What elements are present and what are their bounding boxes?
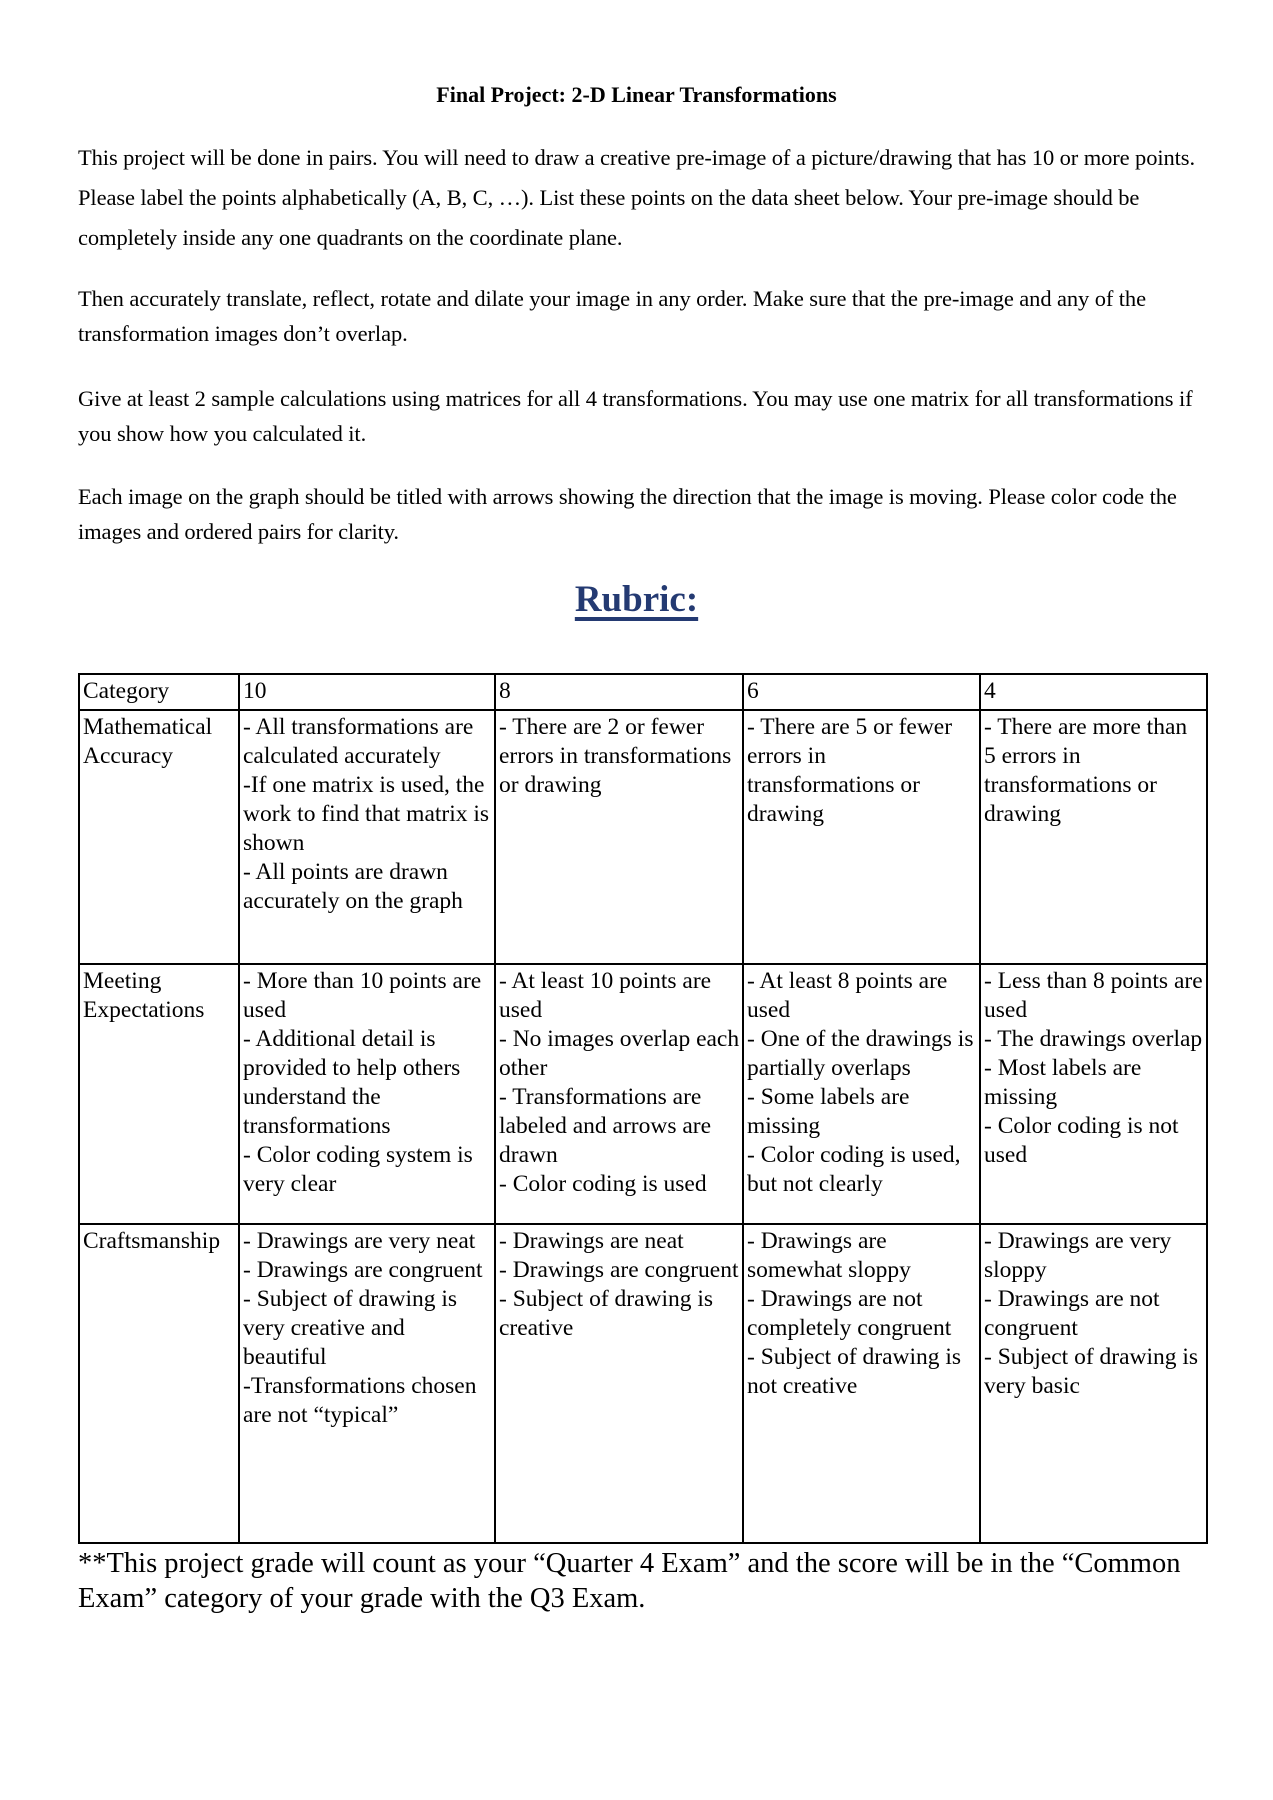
criteria-cell-8 bbox=[495, 964, 743, 1224]
criterion: - Drawings are congruent bbox=[499, 1257, 739, 1283]
header-score-6: 6 bbox=[743, 674, 980, 710]
criterion: - Color coding is not used bbox=[984, 1113, 1179, 1168]
instructions-paragraph-3: Give at least 2 sample calculations using matrices for all 4 transformations. You may use one matrix for all transformations if you show how you calculated it. bbox=[78, 386, 1193, 446]
header-score-8: 8 bbox=[495, 674, 743, 710]
rubric-heading-text: Rubric: bbox=[574, 579, 699, 620]
rubric-row-meeting-expectations bbox=[79, 964, 1207, 1224]
criterion: - Less than 8 points are used bbox=[984, 968, 1203, 1023]
criteria-cell-6 bbox=[743, 964, 980, 1224]
rubric-row-craftsmanship bbox=[79, 1224, 1207, 1543]
criteria-cell-10 bbox=[239, 964, 495, 1224]
criterion: - More than 10 points are used bbox=[243, 968, 482, 1023]
criterion: - At least 8 points are used bbox=[747, 968, 948, 1023]
criterion: - At least 10 points are used bbox=[499, 968, 712, 1023]
header-category: Category bbox=[79, 674, 239, 710]
criterion: - Color coding system is very clear bbox=[243, 1142, 473, 1197]
instructions-paragraph-1: This project will be done in pairs. You will need to draw a creative pre-image of a picture/drawing that has 10 or more points. Please label the points alphabetically (A, B, C, …). List these points on the data sheet below. Your pre-image should be completely inside any one quadrants on the coordinate plane. bbox=[78, 145, 1195, 250]
document-title: Final Project: 2-D Linear Transformations bbox=[436, 82, 837, 107]
criterion: - Color coding is used, but not clearly bbox=[747, 1142, 961, 1197]
criteria-cell-8 bbox=[495, 710, 743, 964]
criterion: - Drawings are very neat bbox=[243, 1228, 476, 1254]
criterion: - One of the drawings is partially overlaps bbox=[747, 1026, 974, 1081]
criterion: - No images overlap each other bbox=[499, 1026, 740, 1081]
criterion: - Drawings are somewhat sloppy bbox=[747, 1228, 911, 1283]
criteria-cell-4 bbox=[980, 964, 1207, 1224]
criterion: -If one matrix is used, the work to find that matrix is shown bbox=[243, 772, 490, 856]
criterion: - All transformations are calculated accurately bbox=[243, 714, 474, 769]
category-cell: Mathematical Accuracy bbox=[79, 710, 239, 964]
criterion: - Additional detail is provided to help others understand the transformations bbox=[243, 1026, 461, 1139]
rubric-row-mathematical-accuracy bbox=[79, 710, 1207, 964]
header-score-10: 10 bbox=[239, 674, 495, 710]
criteria-cell-8 bbox=[495, 1224, 743, 1543]
rubric-heading bbox=[0, 575, 1273, 625]
criteria-cell-10 bbox=[239, 710, 495, 964]
criterion: - Drawings are not congruent bbox=[984, 1286, 1160, 1341]
criterion: - Transformations are labeled and arrows are drawn bbox=[499, 1084, 712, 1168]
criterion: - There are more than 5 errors in transformations or drawing bbox=[984, 714, 1188, 827]
criterion: - Drawings are very sloppy bbox=[984, 1228, 1172, 1283]
criteria-cell-4 bbox=[980, 710, 1207, 964]
instructions-paragraph-4: Each image on the graph should be titled with arrows showing the direction that the image is moving. Please color code the images and ordered pairs for clarity. bbox=[78, 484, 1177, 544]
criterion: - Subject of drawing is very basic bbox=[984, 1344, 1199, 1399]
category-cell: Craftsmanship bbox=[79, 1224, 239, 1543]
criteria-cell-6 bbox=[743, 710, 980, 964]
criterion: - There are 2 or fewer errors in transformations or drawing bbox=[499, 714, 732, 798]
exam-footnote: **This project grade will count as your “Quarter 4 Exam” and the score will be in the “Common Exam” category of your grade with the Q3 Exam. bbox=[78, 1548, 1181, 1614]
criterion: -Transformations chosen are not “typical” bbox=[243, 1373, 477, 1428]
rubric-table bbox=[78, 673, 1208, 1544]
criterion: - The drawings overlap bbox=[984, 1026, 1203, 1052]
criteria-cell-4 bbox=[980, 1224, 1207, 1543]
criteria-cell-6 bbox=[743, 1224, 980, 1543]
criterion: - Most labels are missing bbox=[984, 1055, 1142, 1110]
category-cell: Meeting Expectations bbox=[79, 964, 239, 1224]
criterion: - Drawings are neat bbox=[499, 1228, 684, 1254]
header-score-4: 4 bbox=[980, 674, 1207, 710]
criterion: - Drawings are congruent bbox=[243, 1257, 483, 1283]
rubric-header-row bbox=[79, 674, 1207, 710]
criterion: - There are 5 or fewer errors in transformations or drawing bbox=[747, 714, 953, 827]
criterion: - Some labels are missing bbox=[747, 1084, 910, 1139]
criterion: - Color coding is used bbox=[499, 1171, 707, 1197]
criterion: - Drawings are not completely congruent bbox=[747, 1286, 952, 1341]
criteria-cell-10 bbox=[239, 1224, 495, 1543]
criterion: - Subject of drawing is not creative bbox=[747, 1344, 962, 1399]
instructions-paragraph-2: Then accurately translate, reflect, rotate and dilate your image in any order. Make sure that the pre-image and any of the transformation images don’t overlap. bbox=[78, 286, 1146, 346]
criterion: - Subject of drawing is very creative and beautiful bbox=[243, 1286, 458, 1370]
criterion: - Subject of drawing is creative bbox=[499, 1286, 714, 1341]
criterion: - All points are drawn accurately on the graph bbox=[243, 859, 463, 914]
